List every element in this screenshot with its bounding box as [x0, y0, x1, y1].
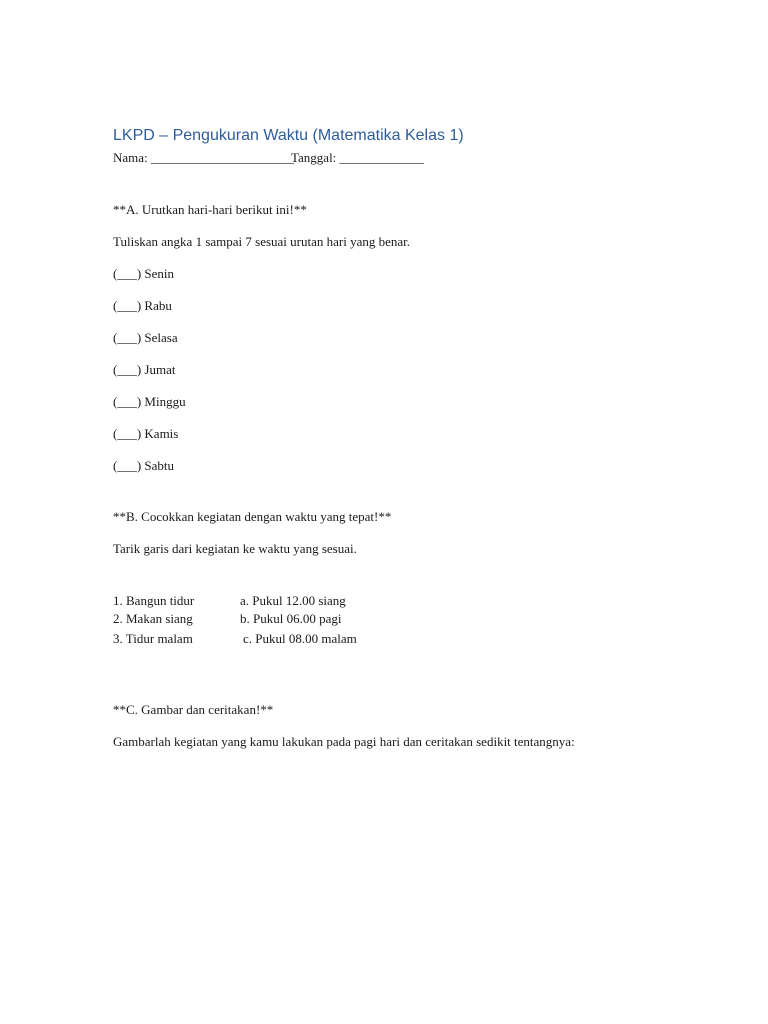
day-item-sabtu: (___) Sabtu	[113, 458, 175, 473]
section-b-heading: **B. Cocokkan kegiatan dengan waktu yang tepat!**	[113, 509, 392, 524]
day-item-jumat: (___) Jumat	[113, 362, 176, 377]
day-item-selasa: (___) Selasa	[113, 330, 178, 345]
section-b-instruction: Tarik garis dari kegiatan ke waktu yang sesuai.	[113, 541, 357, 556]
document-title: LKPD – Pengukuran Waktu (Matematika Kelas 1)	[113, 127, 464, 144]
day-item-minggu: (___) Minggu	[113, 394, 186, 409]
time-item: c. Pukul 08.00 malam	[243, 631, 357, 646]
day-item-kamis: (___) Kamis	[113, 426, 179, 441]
time-item: b. Pukul 06.00 pagi	[240, 611, 342, 626]
section-a-instruction: Tuliskan angka 1 sampai 7 sesuai urutan hari yang benar.	[113, 234, 411, 249]
activity-item: 1. Bangun tidur	[113, 593, 195, 608]
day-item-rabu: (___) Rabu	[113, 298, 172, 313]
section-c-heading: **C. Gambar dan ceritakan!**	[113, 702, 274, 717]
activity-item: 3. Tidur malam	[113, 631, 193, 646]
section-a-heading: **A. Urutkan hari-hari berikut ini!**	[113, 202, 307, 217]
section-c-instruction: Gambarlah kegiatan yang kamu lakukan pada pagi hari dan ceritakan sedikit tentangnya:	[113, 734, 575, 749]
date-field: Tanggal: _____________	[291, 150, 425, 165]
time-item: a. Pukul 12.00 siang	[240, 593, 346, 608]
day-item-senin: (___) Senin	[113, 266, 175, 281]
activity-item: 2. Makan siang	[113, 611, 193, 626]
name-field: Nama: ______________________	[113, 150, 294, 165]
